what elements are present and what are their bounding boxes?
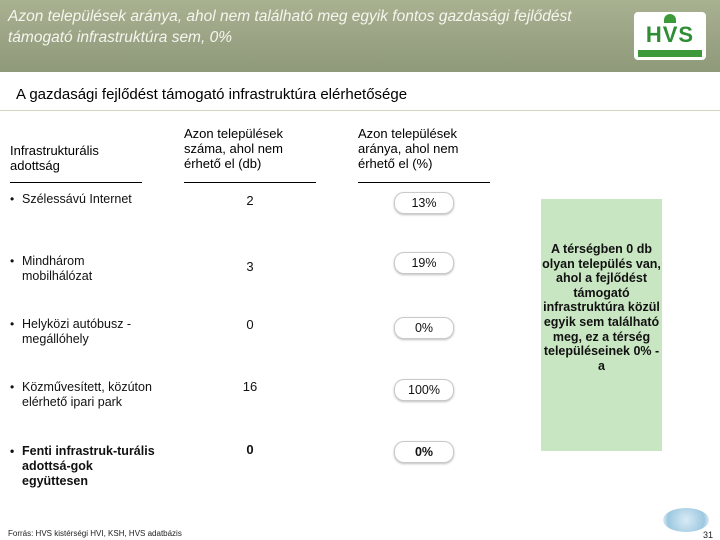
table-row-label: • Szélessávú Internet: [10, 192, 132, 206]
column-header-count: Azon települések száma, ahol nem érhető el (db): [184, 126, 284, 171]
table-row-label: • Helyközi autóbusz -megállóhely: [10, 317, 132, 346]
bullet-icon: •: [10, 192, 15, 206]
column-header-pct: Azon települések aránya, ahol nem érhető el (%): [358, 126, 459, 171]
source-note: Forrás: HVS kistérségi HVI, KSH, HVS adatbázis: [8, 529, 182, 538]
column-header-rule: [184, 182, 316, 183]
table-row-label: • Mindhárom mobilhálózat: [10, 254, 93, 283]
page-number: 31: [703, 530, 714, 540]
table-row-pct: 19%: [394, 252, 454, 274]
column-header-rule: [10, 182, 142, 183]
table-row-pct: 0%: [394, 441, 454, 463]
table-row-label: • Fenti infrastruk-turális adottsá-gok együttesen: [10, 444, 155, 488]
logo-text: HVS: [645, 22, 695, 47]
table-row-pct: 13%: [394, 192, 454, 214]
bullet-icon: •: [10, 317, 15, 331]
column-header-adottsag: Infrastrukturális adottság: [10, 143, 99, 173]
table-row-count: 2: [246, 193, 254, 208]
table-row-label: • Közművesített, közúton elérhető ipari park: [10, 380, 152, 409]
table-row-count: 16: [242, 379, 258, 394]
table-row-count: 0: [246, 442, 254, 457]
logo-banner: [638, 50, 702, 57]
table-row-count: 0: [246, 317, 254, 332]
summary-text: A térségben 0 db olyan település van, ahol a fejlődést támogató infrastruktúra közül egyik sem található meg, ez a térség településeinek 0% -a: [542, 242, 661, 373]
column-header-rule: [358, 182, 490, 183]
subtitle: A gazdasági fejlődést támogató infrastruktúra elérhetősége: [16, 86, 408, 103]
bullet-icon: •: [10, 380, 15, 394]
bullet-icon: •: [10, 254, 15, 268]
slide-title: Azon települések aránya, ahol nem található meg egyik fontos gazdasági fejlődést támogató infrastruktúra sem, 0%: [8, 8, 572, 46]
bullet-icon: •: [10, 444, 15, 458]
footer-logo-icon: [663, 508, 709, 532]
table-row-count: 3: [246, 259, 254, 274]
table-row-pct: 100%: [394, 379, 454, 401]
hvs-logo: [634, 12, 706, 60]
table-row-pct: 0%: [394, 317, 454, 339]
